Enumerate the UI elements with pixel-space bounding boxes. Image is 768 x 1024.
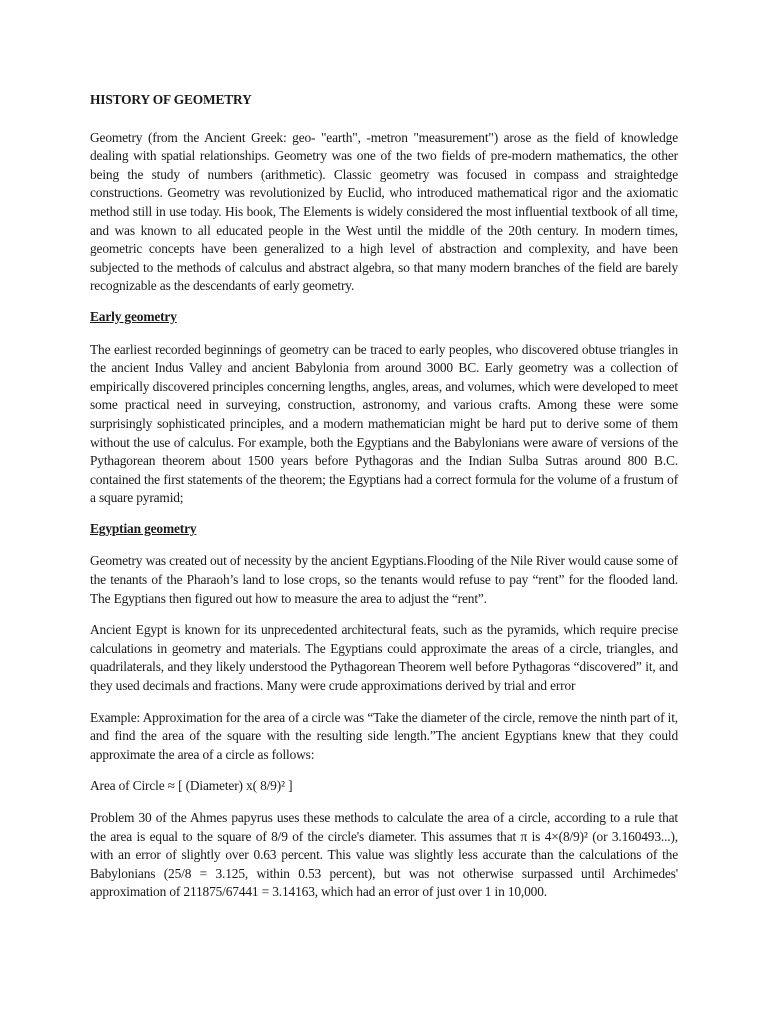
section-heading-egyptian-geometry: Egyptian geometry	[90, 520, 197, 536]
document-body	[90, 91, 678, 902]
section-heading-early-geometry: Early geometry	[90, 308, 177, 324]
egyptian-geometry-paragraph-2: Ancient Egypt is known for its unprecedented architectural feats, such as the pyramids, which require precise calculations in geometry and materials. The Egyptians could approximate the areas of a circle, triangles, and quadrilaterals, and they likely understood the Pythagorean Theorem well before Pythagoras “discovered” it, and they used decimals and fractions. Many were crude approximations derived by trial and error	[90, 622, 678, 694]
early-geometry-paragraph: The earliest recorded beginnings of geometry can be traced to early peoples, who discovered obtuse triangles in the ancient Indus Valley and ancient Babylonia from around 3000 BC. Early geometry was a collection of empirically discovered principles concerning lengths, angles, areas, and volumes, which were developed to meet some practical need in surveying, construction, astronomy, and various crafts. Among these were some surprisingly sophisticated principles, and a modern mathematician might be hard put to derive some of them without the use of calculus. For example, both the Egyptians and the Babylonians were aware of versions of the Pythagorean theorem about 1500 years before Pythagoras and the Indian Sulba Sutras around 800 B.C. contained the first statements of the theorem; the Egyptians had a correct formula for the volume of a frustum of a square pyramid;	[90, 341, 678, 506]
intro-paragraph: Geometry (from the Ancient Greek: geo- "earth", -metron "measurement") arose as the field of knowledge dealing with spatial relationships. Geometry was one of the two fields of pre-modern mathematics, the other being the study of numbers (arithmetic). Classic geometry was focused in compass and straightedge constructions. Geometry was revolutionized by Euclid, who introduced mathematical rigor and the axiomatic method still in use today. His book, The Elements is widely considered the most influential textbook of all time, and was known to all educated people in the West until the middle of the 20th century. In modern times, geometric concepts have been generalized to a high level of abstraction and complexity, and have been subjected to the methods of calculus and abstract algebra, so that many modern branches of the field are barely recognizable as the descendants of early geometry.	[90, 129, 678, 294]
egyptian-geometry-paragraph-3: Example: Approximation for the area of a circle was “Take the diameter of the circle, remove the ninth part of it, and find the area of the square with the resulting side length.”The ancient Egyptians knew that they could approximate the area of a circle as follows:	[90, 709, 678, 762]
document-title: HISTORY OF GEOMETRY	[90, 92, 252, 107]
egyptian-geometry-paragraph-4: Problem 30 of the Ahmes papyrus uses these methods to calculate the area of a circle, according to a rule that the area is equal to the square of 8/9 of the circle's diameter. This assumes that π is 4×(8/9)² (or 3.160493...), with an error of slightly over 0.63 percent. This value was slightly less accurate than the calculations of the Babylonians (25/8 = 3.125, within 0.53 percent), but was not otherwise surpassed until Archimedes' approximation of 211875/67441 = 3.14163, which had an error of just over 1 in 10,000.	[90, 810, 678, 900]
circle-area-formula: Area of Circle ≈ [ (Diameter) x( 8/9)² ]	[90, 778, 293, 794]
egyptian-geometry-paragraph-1: Geometry was created out of necessity by the ancient Egyptians.Flooding of the Nile River would cause some of the tenants of the Pharaoh’s land to lose crops, so the tenants would refuse to pay “rent” for the flooded land. The Egyptians then figured out how to measure the area to adjust the “rent”.	[90, 553, 678, 606]
